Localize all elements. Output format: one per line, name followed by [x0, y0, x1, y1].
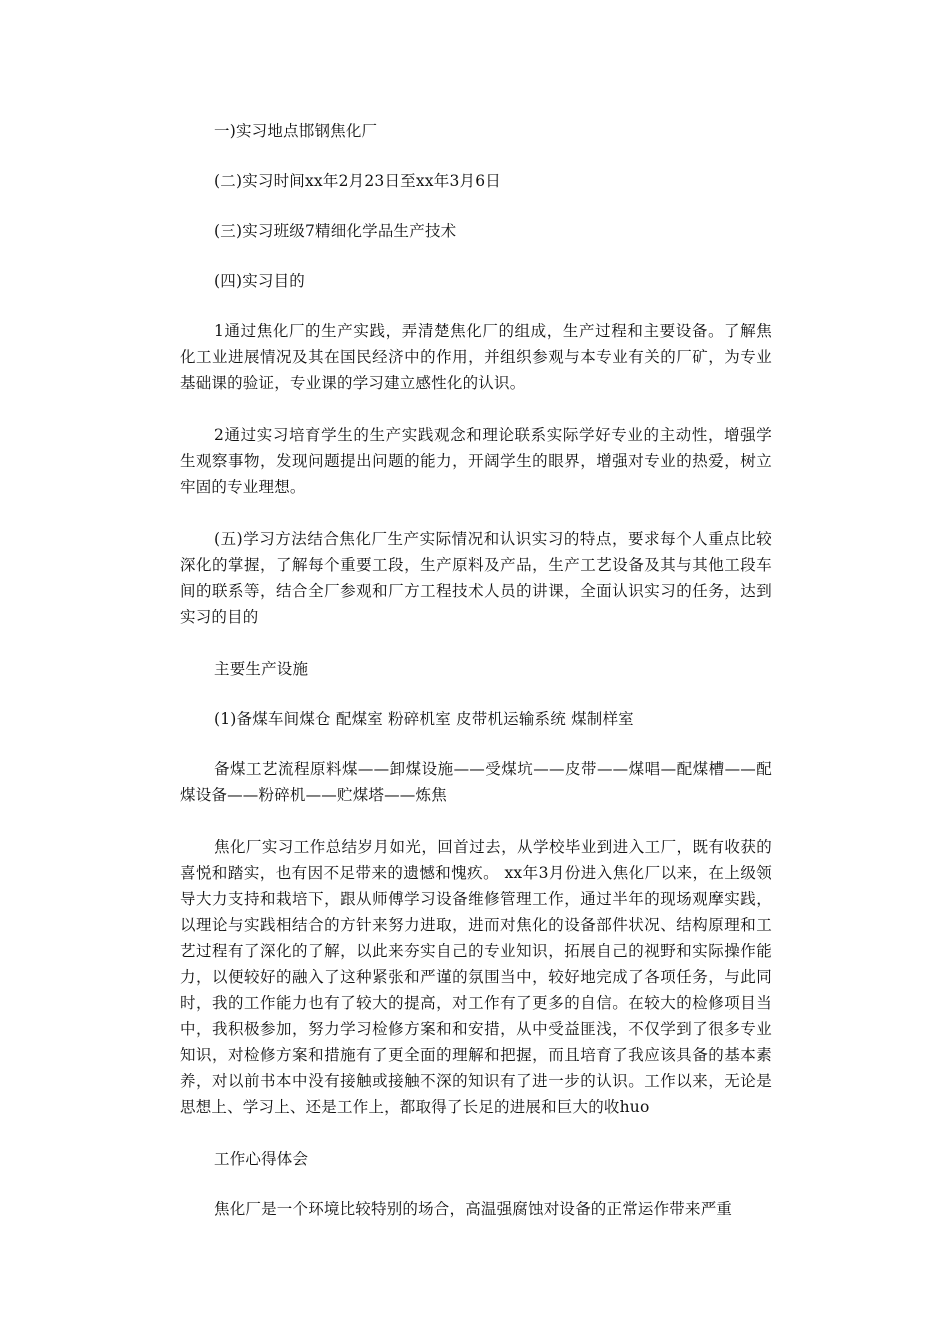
purpose-item-1: 1通过焦化厂的生产实践，弄清楚焦化厂的组成，生产过程和主要设备。了解焦化工业进展情况及其在国民经济中的作用，并组织参观与本专业有关的厂矿，为专业基础课的验证，专业课的学习建立感性化的认识。 — [180, 322, 772, 392]
practice-location: 一)实习地点邯钢焦化厂 — [214, 122, 378, 140]
work-experience-text: 焦化厂是一个环境比较特别的场合，高温强腐蚀对设备的正常运作带来严重 — [214, 1200, 733, 1218]
purpose-item-2: 2通过实习培育学生的生产实践观念和理论联系实际学好专业的主动性，增强学生观察事物，发现问题提出问题的能力，开阔学生的眼界，增强对专业的热爱，树立牢固的专业理想。 — [180, 426, 772, 496]
work-experience-heading: 工作心得体会 — [214, 1150, 309, 1168]
coal-prep-workshop: (1)备煤车间煤仓 配煤室 粉碎机室 皮带机运输系统 煤制样室 — [214, 710, 634, 728]
learning-method: (五)学习方法结合焦化厂生产实际情况和认识实习的特点，要求每个人重点比较深化的掌握，了解每个重要工段，生产原料及产品，生产工艺设备及其与其他工段车间的联系等，结合全厂参观和厂方工程技术人员的讲课，全面认识实习的任务，达到实习的目的 — [180, 530, 772, 626]
main-facilities-heading: 主要生产设施 — [214, 660, 309, 678]
practice-class: (三)实习班级7精细化学品生产技术 — [214, 222, 457, 240]
practice-purpose-heading: (四)实习目的 — [214, 272, 305, 290]
practice-time: (二)实习时间xx年2月23日至xx年3月6日 — [214, 172, 501, 190]
document-body — [180, 118, 772, 1222]
coal-prep-process: 备煤工艺流程原料煤——卸煤设施——受煤坑——皮带——煤唱—配煤槽——配煤设备——粉碎机——贮煤塔——炼焦 — [180, 760, 772, 804]
work-summary: 焦化厂实习工作总结岁月如光，回首过去，从学校毕业到进入工厂，既有收获的喜悦和踏实，也有因不足带来的遗憾和愧疚。 xx年3月份进入焦化厂以来，在上级领导大力支持和栽培下，跟从师傅学习设备维修管理工作，通过半年的现场观摩实践，以理论与实践相结合的方针来努力进取，进而对焦化的设备部件状况、结构原理和工艺过程有了深化的了解，以此来夯实自己的专业知识，拓展自己的视野和实际操作能力，以便较好的融入了这种紧张和严谨的氛围当中，较好地完成了各项任务，与此同时，我的工作能力也有了较大的提高，对工作有了更多的自信。在较大的检修项目当中，我积极参加，努力学习检修方案和和安措，从中受益匪浅，不仅学到了很多专业知识，对检修方案和措施有了更全面的理解和把握，而且培育了我应该具备的基本素养，对以前书本中没有接触或接触不深的知识有了进一步的认识。工作以来，无论是思想上、学习上、还是工作上，都取得了长足的进展和巨大的收huo — [180, 838, 772, 1116]
